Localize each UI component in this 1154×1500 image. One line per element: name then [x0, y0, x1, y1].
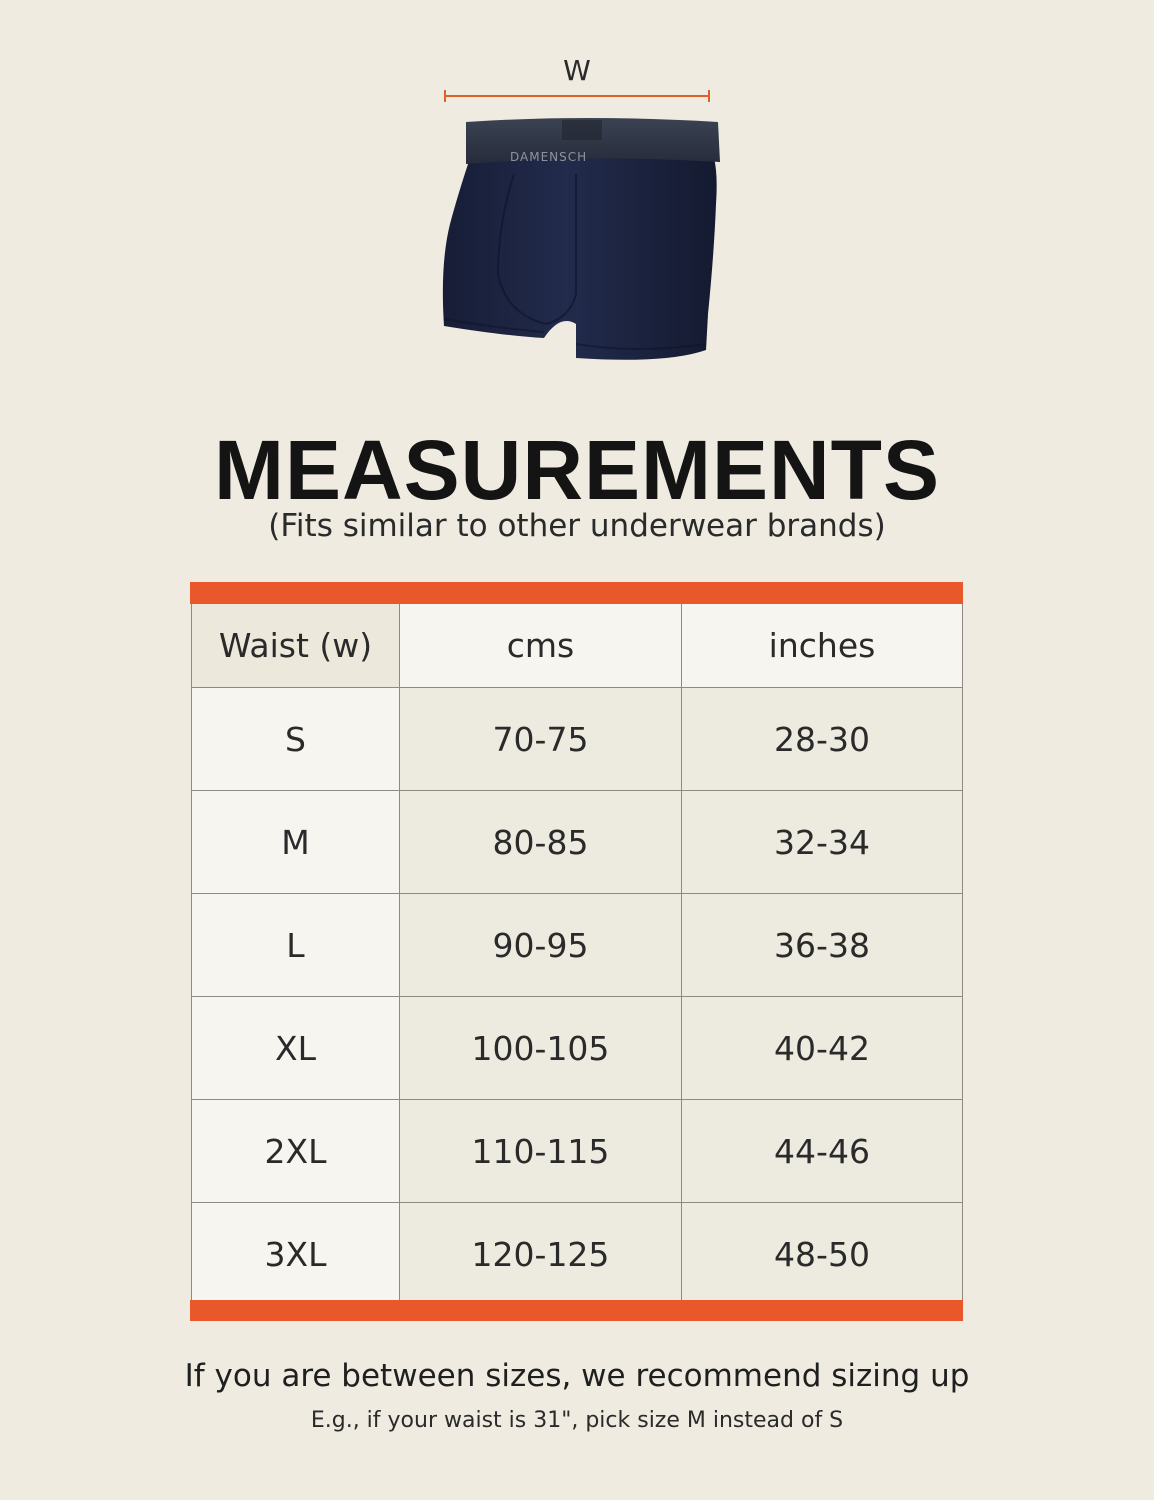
- size-cell: L: [192, 894, 400, 997]
- size-cell: S: [192, 688, 400, 791]
- table-top-accent-bar: [190, 582, 963, 604]
- table-row: [192, 1203, 963, 1306]
- size-cell: 3XL: [192, 1203, 400, 1306]
- brand-logo: DAMENSCH: [510, 150, 588, 164]
- table-header-row: [192, 604, 963, 688]
- waist-width-label: W: [563, 54, 591, 87]
- header-waist: Waist (w): [192, 604, 400, 688]
- table-row: [192, 791, 963, 894]
- page-title: MEASUREMENTS: [213, 423, 941, 517]
- size-cell: XL: [192, 997, 400, 1100]
- table-bottom-accent-bar: [190, 1300, 963, 1321]
- table-row: [192, 688, 963, 791]
- cms-cell: 100-105: [400, 997, 682, 1100]
- cms-cell: 90-95: [400, 894, 682, 997]
- inches-cell: 40-42: [682, 997, 963, 1100]
- header-inches: inches: [682, 604, 963, 688]
- cms-cell: 110-115: [400, 1100, 682, 1203]
- size-cell: M: [192, 791, 400, 894]
- sizing-example: E.g., if your waist is 31", pick size M instead of S: [310, 1408, 844, 1433]
- table-row: [192, 894, 963, 997]
- size-chart-table: [191, 604, 963, 1306]
- inches-cell: 32-34: [682, 791, 963, 894]
- size-cell: 2XL: [192, 1100, 400, 1203]
- inches-cell: 44-46: [682, 1100, 963, 1203]
- table-row: [192, 997, 963, 1100]
- cms-cell: 120-125: [400, 1203, 682, 1306]
- table-row: [192, 1100, 963, 1203]
- inches-cell: 36-38: [682, 894, 963, 997]
- waist-width-indicator: [444, 95, 710, 97]
- boxer-brief-image: [436, 114, 722, 370]
- cms-cell: 80-85: [400, 791, 682, 894]
- inches-cell: 28-30: [682, 688, 963, 791]
- page-subtitle: (Fits similar to other underwear brands): [268, 508, 886, 544]
- cms-cell: 70-75: [400, 688, 682, 791]
- header-cms: cms: [400, 604, 682, 688]
- inches-cell: 48-50: [682, 1203, 963, 1306]
- sizing-recommendation: If you are between sizes, we recommend sizing up: [184, 1358, 970, 1394]
